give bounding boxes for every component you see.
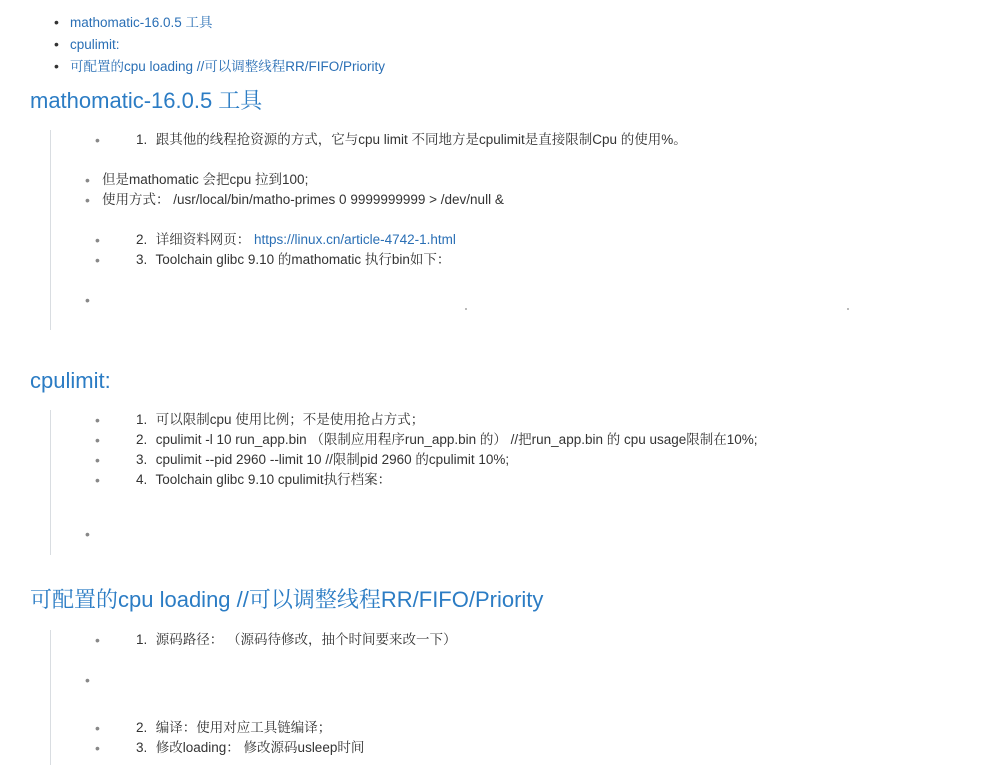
section-body-cpulimit	[50, 410, 951, 555]
list-item	[51, 630, 951, 650]
list-text: Toolchain glibc 9.10 cpulimit执行档案：	[155, 472, 392, 487]
list-item	[51, 718, 951, 738]
sub-list-item: • 但是mathomatic 会把cpu 拉到100;	[51, 170, 951, 190]
list-item	[51, 230, 951, 250]
list-text: 跟其他的线程抢资源的方式，它与cpu limit 不同地方是cpulimit是直接限制Cpu 的使用%。	[155, 132, 687, 147]
section-body-mathomatic	[50, 130, 951, 330]
ordered-list-cpuloading	[51, 630, 951, 650]
section-title-mathomatic: mathomatic-16.0.5 工具	[30, 88, 263, 113]
toc-link-mathomatic[interactable]: mathomatic-16.0.5 工具	[70, 15, 213, 30]
artifact-dot	[847, 308, 849, 310]
list-number: 3.	[136, 740, 148, 755]
list-item	[51, 738, 951, 758]
section-title-cpuloading: 可配置的cpu loading //可以调整线程RR/FIFO/Priority	[30, 587, 544, 612]
list-number: 2.	[136, 720, 148, 735]
list-item	[51, 450, 951, 470]
list-item	[51, 430, 951, 450]
article-link[interactable]: https://linux.cn/article-4742-1.html	[254, 232, 456, 247]
list-number: 2.	[136, 232, 148, 247]
list-text: 源码路径： （源码待修改，抽个时间要来改一下）	[155, 632, 457, 647]
section-body-cpuloading	[50, 630, 951, 765]
list-item	[51, 410, 951, 430]
empty-attachment-bullet	[51, 670, 951, 690]
ordered-list-cpuloading-2	[51, 718, 951, 758]
list-number: 1.	[136, 132, 148, 147]
list-text: cpulimit -l 10 run_app.bin （限制应用程序run_app.bin 的） //把run_app.bin 的 cpu usage限制在10%;	[155, 432, 758, 447]
ordered-list-mathomatic	[51, 130, 951, 150]
sub-list-item: • 使用方式： /usr/local/bin/matho-primes 0 9999999999 > /dev/null &	[51, 190, 951, 210]
list-number: 3.	[136, 252, 148, 267]
list-text: 编译：使用对应工具链编译；	[155, 720, 332, 735]
toc-link-cpulimit[interactable]: cpulimit:	[70, 37, 120, 52]
ordered-list-cpulimit	[51, 410, 951, 490]
empty-attachment-bullet	[51, 524, 951, 544]
ordered-list-mathomatic-2	[51, 230, 951, 270]
list-number: 1.	[136, 412, 148, 427]
toc-item[interactable]	[0, 34, 981, 55]
list-text: cpulimit --pid 2960 --limit 10 //限制pid 2960 的cpulimit 10%;	[155, 452, 510, 467]
list-item	[51, 250, 951, 270]
section-title-cpulimit: cpulimit:	[30, 368, 111, 393]
toc-item[interactable]	[0, 56, 981, 77]
empty-attachment-bullet	[51, 290, 951, 310]
list-number: 2.	[136, 432, 148, 447]
artifact-dot	[465, 308, 467, 310]
list-text: 修改loading： 修改源码usleep时间	[155, 740, 365, 755]
table-of-contents	[0, 0, 981, 77]
list-number: 1.	[136, 632, 148, 647]
toc-item[interactable]	[0, 12, 981, 33]
list-item	[51, 470, 951, 490]
sub-list-mathomatic	[51, 170, 951, 210]
list-text: 可以限制cpu 使用比例；不是使用抢占方式；	[155, 412, 425, 427]
toc-link-cpuloading[interactable]: 可配置的cpu loading //可以调整线程RR/FIFO/Priority	[70, 59, 386, 74]
list-item	[51, 130, 951, 150]
list-text: 详细资料网页：	[155, 232, 251, 247]
list-number: 4.	[136, 472, 148, 487]
list-text: Toolchain glibc 9.10 的mathomatic 执行bin如下：	[155, 252, 451, 267]
list-number: 3.	[136, 452, 148, 467]
